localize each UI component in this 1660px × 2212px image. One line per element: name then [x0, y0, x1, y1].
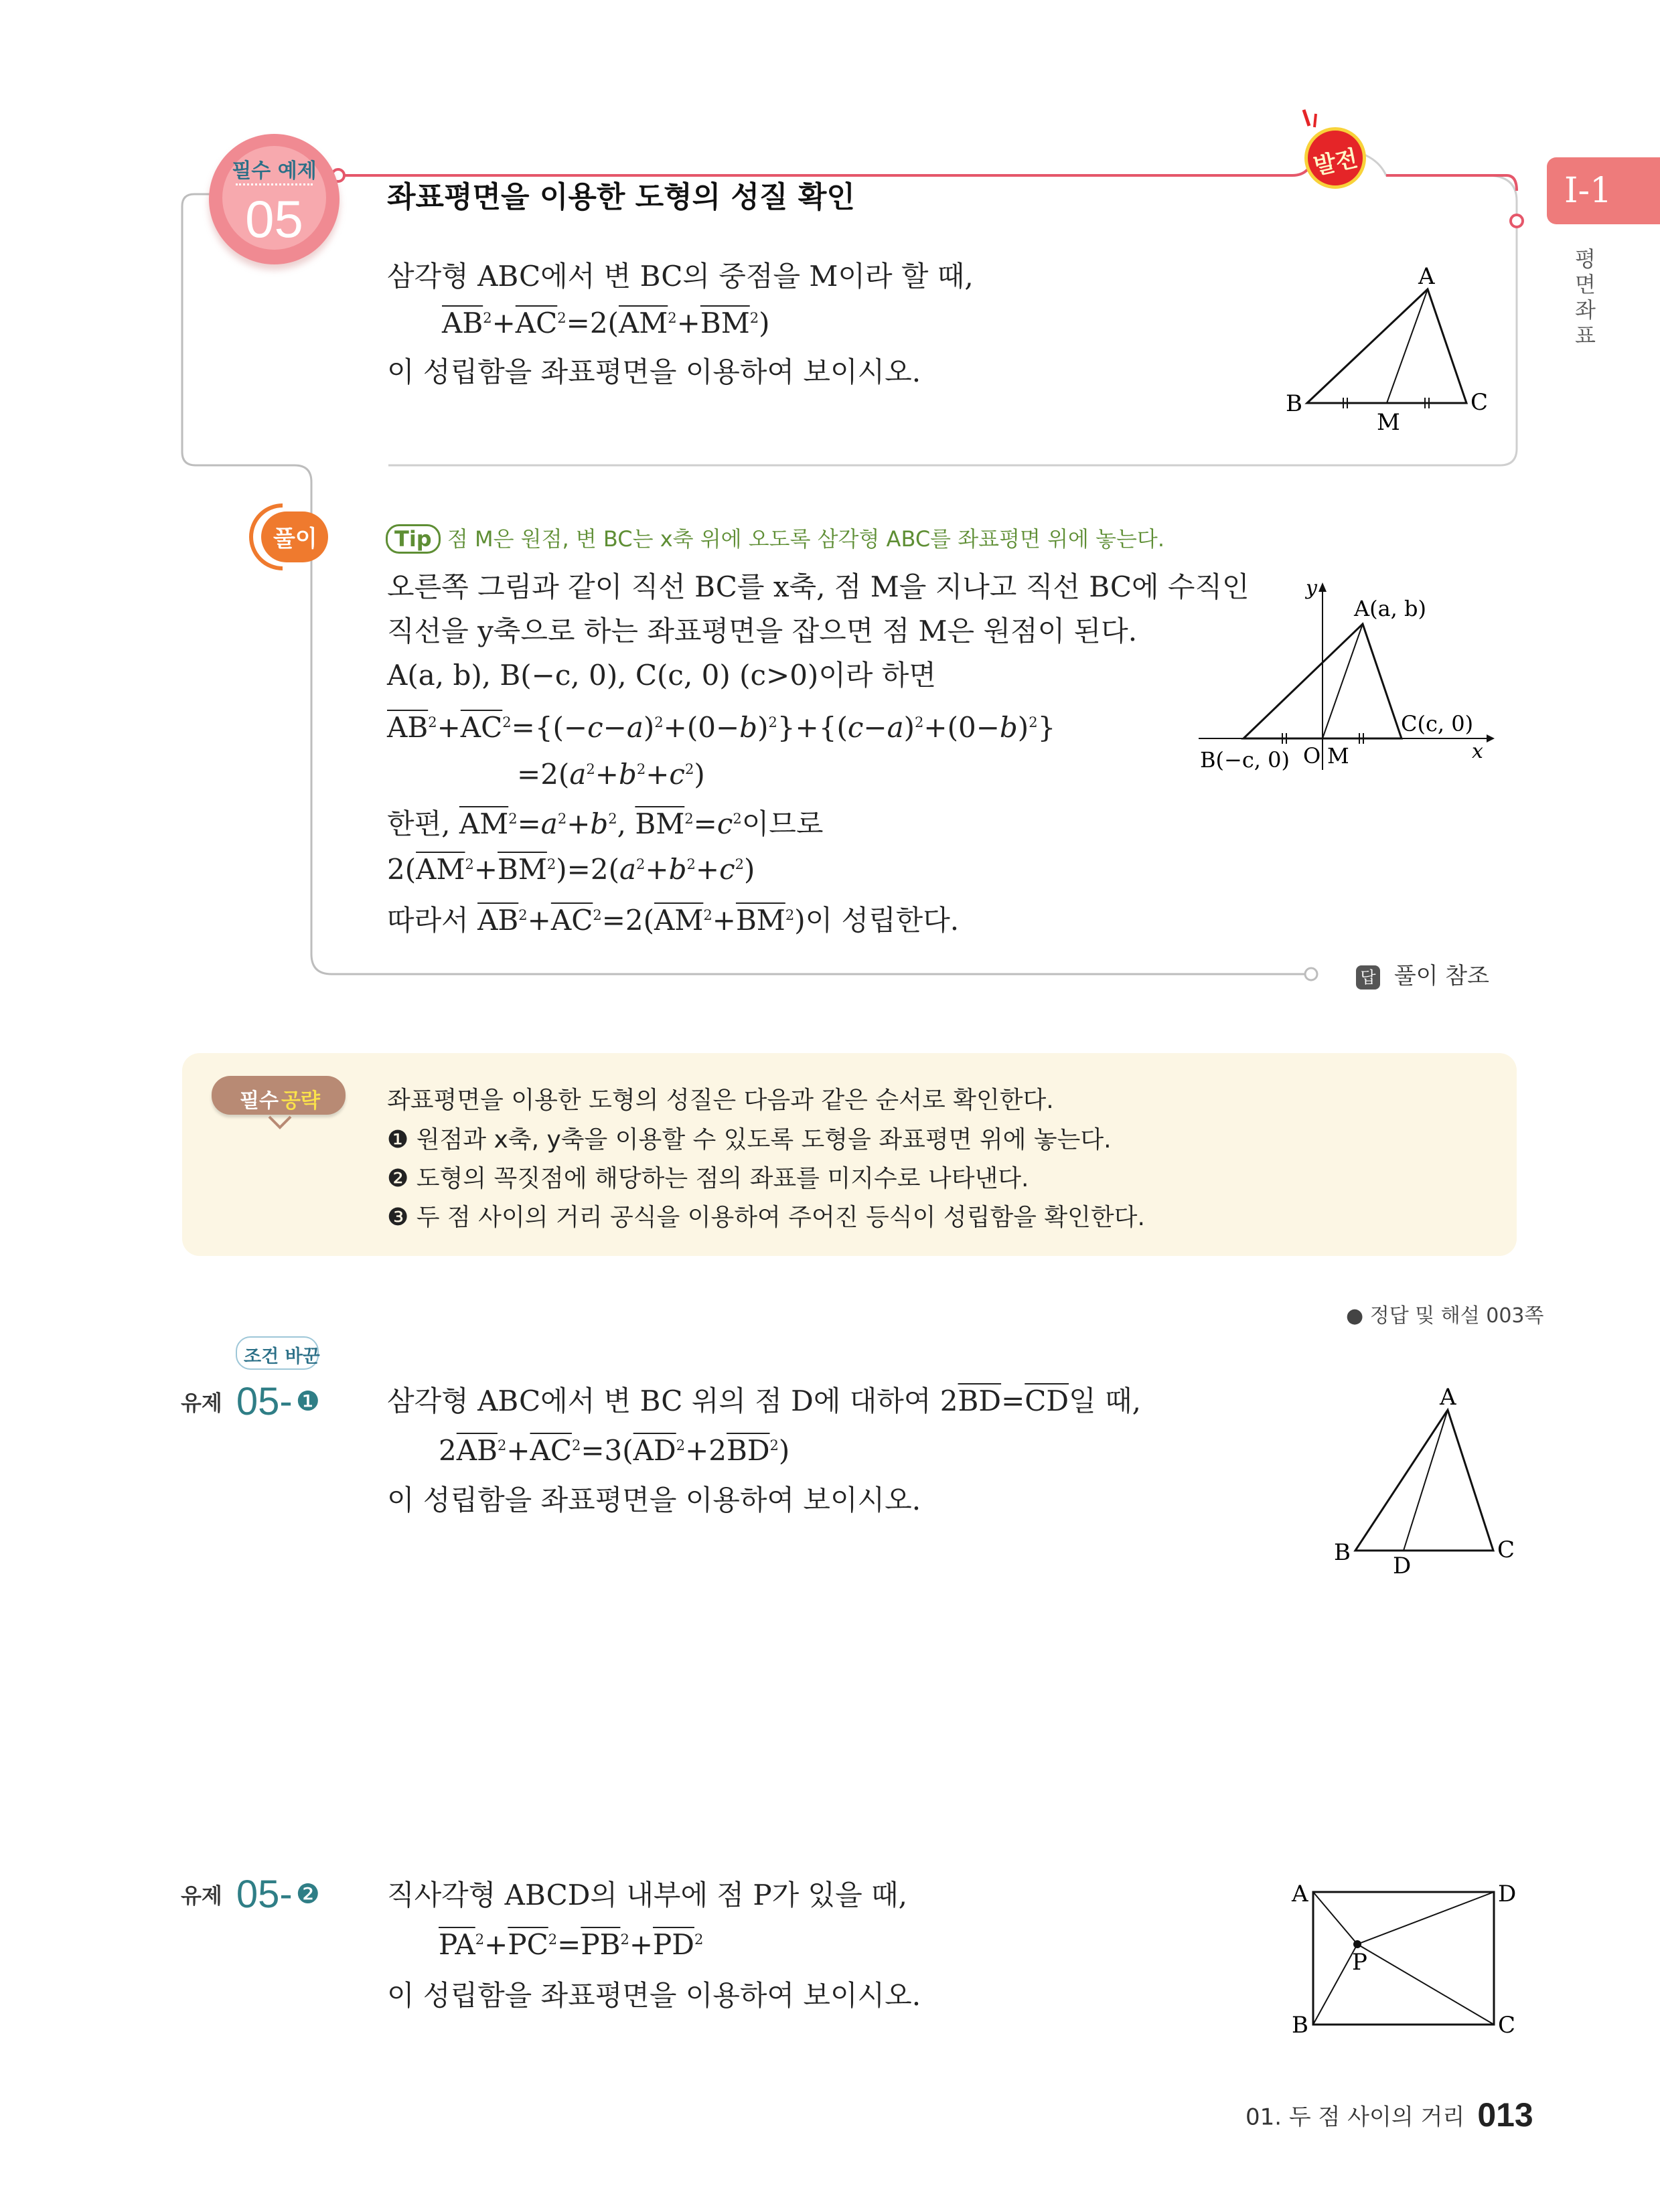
- strategy-badge-part2: 공략: [281, 1089, 320, 1113]
- graph-label-y: y: [1306, 576, 1317, 600]
- practice1-label: 유제: [181, 1390, 222, 1416]
- practice2-fig-b: B: [1292, 2012, 1308, 2039]
- practice1-line3: 이 성립함을 좌표평면을 이용하여 보이시오.: [387, 1484, 921, 1516]
- solution-eq2: $=2(a^2+b^2+c^2)$: [517, 758, 705, 791]
- coordinate-graph: [1192, 576, 1500, 783]
- practice2-fig-a: A: [1292, 1881, 1308, 1907]
- practice2-fig-d: D: [1498, 1881, 1517, 1907]
- example-title: 좌표평면을 이용한 도형의 성질 확인: [387, 180, 855, 214]
- example-problem-line3: 이 성립함을 좌표평면을 이용하여 보이시오.: [387, 356, 921, 388]
- triangle-figure: [1272, 254, 1500, 435]
- practice1-fig-b: B: [1334, 1539, 1351, 1566]
- solution-eq3: 한편, $\overline{AM}^2=a^2+b^2$, $\overline{BM}^2=c^2$이므로: [387, 807, 824, 840]
- example-badge-top: 필수 예제: [232, 159, 317, 183]
- example-equation: $\overline{AB}^2+\overline{AC}^2=2(\overline{AM}^2+\overline{BM}^2)$: [442, 307, 770, 339]
- step-number-1: ❶: [387, 1126, 409, 1154]
- bullet-icon: ●: [1346, 1304, 1364, 1328]
- solution-eq4: $2(\overline{AM}^2+\overline{BM}^2)=2(a^2+b^2+c^2)$: [387, 853, 755, 886]
- spark-icon: [1296, 107, 1323, 134]
- chapter-number: I-1: [1564, 171, 1612, 211]
- tip-line: [386, 522, 1164, 554]
- strategy-badge: [212, 1076, 346, 1115]
- solution-line1: 오른쪽 그림과 같이 직선 BC를 x축, 점 M을 지나고 직선 BC에 수직인: [387, 570, 1250, 603]
- footer: [1246, 2096, 1533, 2134]
- practice2-number: 05-: [236, 1873, 293, 1916]
- step-text-3: 두 점 사이의 거리 공식을 이용하여 주어진 등식이 성립함을 확인한다.: [416, 1204, 1145, 1231]
- practice1-line1: 삼각형 ABC에서 변 BC 위의 점 D에 대하여 $2\overline{BD}=\overline{CD}$일 때,: [387, 1385, 1141, 1417]
- badge-wave-line: [236, 183, 313, 185]
- answer-note: [1356, 957, 1489, 990]
- solution-line3: A(a, b), B(−c, 0), C(c, 0) (c>0)이라 하면: [387, 659, 936, 692]
- step-number-3: ❸: [387, 1204, 409, 1231]
- practice2-fig-p: P: [1352, 1949, 1367, 1976]
- practice1-fig-a: A: [1440, 1384, 1456, 1411]
- graph-label-c: C(c, 0): [1401, 711, 1474, 736]
- strategy-step-2: [387, 1160, 1029, 1194]
- chapter-label: 평면좌표: [1575, 246, 1596, 348]
- answer-text: 풀이 참조: [1393, 963, 1489, 990]
- practice1-triangle: [1326, 1379, 1520, 1580]
- footer-section: 01. 두 점 사이의 거리: [1246, 2104, 1465, 2131]
- step-text-1: 원점과 x축, y축을 이용할 수 있도록 도형을 좌표평면 위에 놓는다.: [416, 1126, 1112, 1154]
- answer-reference-text: 정답 및 해설 003쪽: [1369, 1304, 1544, 1328]
- solution-eq1: $\overline{AB}^2+\overline{AC}^2=\{(-c-a)^2+(0-b)^2\}+\{(c-a)^2+(0-b)^2\}$: [387, 711, 1056, 744]
- practice2-fig-c: C: [1498, 2012, 1516, 2039]
- solution-badge: [249, 503, 343, 570]
- practice1-fig-c: C: [1497, 1536, 1515, 1563]
- strategy-step-3: [387, 1198, 1145, 1233]
- strategy-step-1: [387, 1121, 1112, 1155]
- graph-label-o: O: [1303, 743, 1321, 769]
- fig-label-m: M: [1377, 409, 1400, 435]
- graph-label-b: B(−c, 0): [1200, 747, 1290, 773]
- answer-icon: 답: [1356, 965, 1380, 990]
- practice2-label: 유제: [181, 1883, 222, 1909]
- step-number-2: ❷: [387, 1165, 409, 1192]
- practice2-line1: 직사각형 ABCD의 내부에 점 P가 있을 때,: [387, 1879, 907, 1911]
- solution-line2: 직선을 y축으로 하는 좌표평면을 잡으면 점 M은 원점이 된다.: [387, 615, 1138, 647]
- condition-tag: [236, 1336, 319, 1370]
- level-badge: [1304, 127, 1366, 189]
- graph-label-m: M: [1327, 743, 1349, 769]
- graph-label-x: x: [1472, 740, 1483, 763]
- solution-conclusion: 따라서 $\overline{AB}^2+\overline{AC}^2=2(\overline{AM}^2+\overline{BM}^2)$이 성립한다.: [387, 904, 960, 937]
- practice2-line3: 이 성립함을 좌표평면을 이용하여 보이시오.: [387, 1979, 921, 2012]
- answer-reference: [1346, 1299, 1543, 1328]
- fig-label-c: C: [1470, 389, 1489, 416]
- strategy-intro: 좌표평면을 이용한 도형의 성질은 다음과 같은 순서로 확인한다.: [387, 1087, 1054, 1114]
- practice2-circle: ❷: [295, 1879, 320, 1910]
- practice1-equation: $2\overline{AB}^2+\overline{AC}^2=3(\overline{AD}^2+2\overline{BD}^2)$: [439, 1434, 790, 1467]
- fig-label-b: B: [1286, 390, 1302, 417]
- graph-label-a: A(a, b): [1354, 596, 1426, 621]
- practice1-header: [181, 1379, 320, 1424]
- example-badge-number: 05: [245, 189, 303, 248]
- example-problem-line1: 삼각형 ABC에서 변 BC의 중점을 M이라 할 때,: [387, 260, 974, 293]
- practice2-rectangle: [1282, 1875, 1523, 2042]
- practice2-header: [181, 1872, 320, 1917]
- practice1-number: 05-: [236, 1380, 293, 1423]
- practice2-equation: $\overline{PA}^2+\overline{PC}^2=\overline{PB}^2+\overline{PD}^2$: [439, 1928, 704, 1961]
- tip-text: 점 M은 원점, 변 BC는 x축 위에 오도록 삼각형 ABC를 좌표평면 위에 놓는다.: [447, 526, 1164, 552]
- fig-label-a: A: [1418, 263, 1435, 290]
- practice1-circle: ❶: [295, 1386, 320, 1417]
- page-number: 013: [1477, 2096, 1533, 2134]
- level-badge-text: 발전: [1311, 145, 1361, 181]
- condition-tag-text: 조건 바꾼: [244, 1346, 320, 1367]
- practice1-fig-d: D: [1393, 1553, 1412, 1579]
- tip-label: Tip: [386, 524, 441, 554]
- step-text-2: 도형의 꼭짓점에 해당하는 점의 좌표를 미지수로 나타낸다.: [416, 1165, 1029, 1192]
- solution-badge-text: 풀이: [273, 526, 317, 552]
- example-badge: [209, 134, 339, 264]
- chevron-down-icon: [267, 1114, 293, 1131]
- strategy-badge-part1: 필수: [240, 1089, 279, 1113]
